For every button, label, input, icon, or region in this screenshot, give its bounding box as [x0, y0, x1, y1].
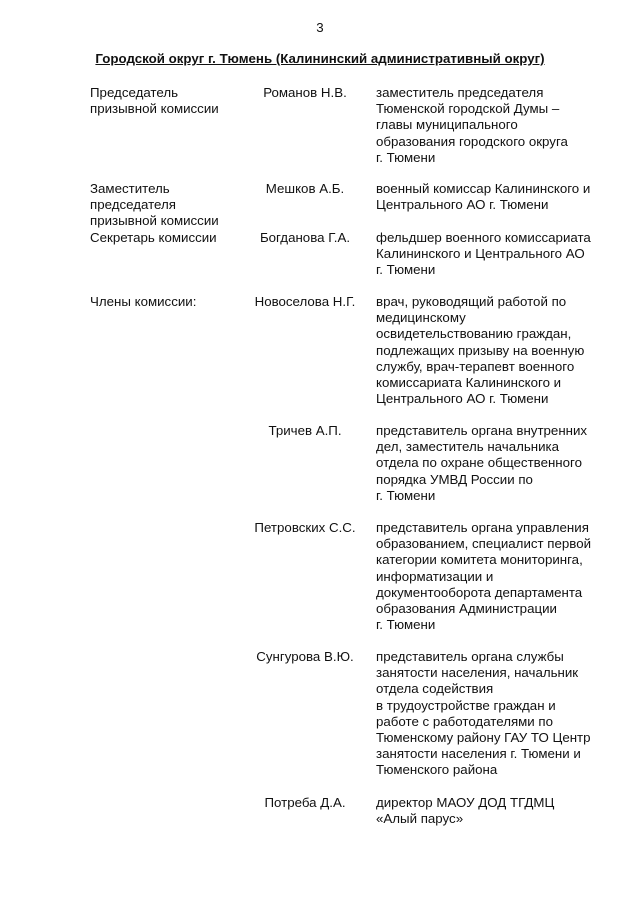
member-description-line: г. Тюмени — [376, 487, 436, 503]
member-description-line: занятости населения г. Тюмени и — [376, 746, 581, 762]
member-description — [376, 230, 606, 279]
member-description-line: Тюменского района — [376, 762, 498, 778]
member-description-line: занятости населения, начальник — [376, 665, 579, 681]
member-description — [376, 423, 606, 504]
member-description-line: Калининского и Центрального АО — [376, 246, 585, 262]
member-name: Тричев А.П. — [268, 423, 342, 438]
member-name: Потреба Д.А. — [264, 795, 346, 810]
member-name: Сунгурова В.Ю. — [256, 649, 354, 664]
member-description-line: Тюменскому району ГАУ ТО Центр — [376, 730, 591, 746]
member-role-line: Члены комиссии: — [90, 294, 197, 309]
member-description-line: военный комиссар Калининского и — [376, 181, 591, 196]
document-title: Городской округ г. Тюмень (Калининский административный округ) — [95, 51, 545, 66]
member-description-line: заместитель председателя — [376, 85, 544, 100]
member-role — [90, 230, 240, 246]
member-description-line: «Алый парус» — [376, 811, 464, 827]
member-role-line: Председатель — [90, 85, 179, 100]
member-description-line: в трудоустройстве граждан и — [376, 697, 556, 713]
member-role — [90, 85, 240, 117]
member-role-line: председателя — [90, 197, 176, 213]
member-role-line: призывной комиссии — [90, 101, 219, 117]
page-number: 3 — [316, 20, 324, 35]
member-description-line: г. Тюмени — [376, 617, 436, 633]
member-description-line: г. Тюмени — [376, 149, 436, 165]
member-description-line: подлежащих призыву на военную — [376, 342, 585, 358]
member-name: Богданова Г.А. — [259, 230, 351, 245]
member-description-line: категории комитета мониторинга, — [376, 552, 583, 568]
member-role — [90, 181, 240, 230]
member-name: Мешков А.Б. — [265, 181, 345, 196]
member-description-line: информатизации и — [376, 568, 494, 584]
member-description-line: работе с работодателями по — [376, 713, 554, 729]
member-description-line: комиссариата Калининского и — [376, 375, 562, 391]
member-description-line: медицинскому — [376, 310, 466, 326]
member-description-line: главы муниципального — [376, 117, 518, 133]
member-role — [90, 294, 240, 310]
member-description — [376, 85, 606, 166]
member-description-line: представитель органа внутренних — [376, 423, 588, 438]
member-description-line: дел, заместитель начальника — [376, 439, 560, 455]
member-description — [376, 649, 606, 779]
member-description-line: образования Администрации — [376, 601, 557, 617]
member-description-line: образования городского округа — [376, 133, 568, 149]
member-description-line: отдела содействия — [376, 681, 494, 697]
member-description-line: Тюменской городской Думы – — [376, 101, 560, 117]
member-description-line: представитель органа управления — [376, 520, 589, 535]
member-description-line: службу, врач-терапевт военного — [376, 358, 575, 374]
member-name: Петровских С.С. — [254, 520, 356, 535]
member-description — [376, 294, 606, 407]
member-description-line: директор МАОУ ДОД ТГДМЦ — [376, 795, 555, 810]
member-description-line: отдела по охране общественного — [376, 455, 582, 471]
member-description-line: Центрального АО г. Тюмени — [376, 391, 549, 407]
member-role-line: призывной комиссии — [90, 213, 219, 229]
member-description-line: освидетельствованию граждан, — [376, 326, 572, 342]
member-description-line: Центрального АО г. Тюмени — [376, 197, 549, 213]
member-description-line: г. Тюмени — [376, 262, 436, 278]
member-description-line: документооборота департамента — [376, 584, 583, 600]
member-description-line: врач, руководящий работой по — [376, 294, 567, 309]
member-description-line: порядка УМВД России по — [376, 471, 533, 487]
member-role-line: Секретарь комиссии — [90, 230, 217, 245]
member-name: Романов Н.В. — [263, 85, 347, 100]
member-description-line: представитель органа службы — [376, 649, 564, 664]
member-description-line: образованием, специалист первой — [376, 536, 592, 552]
member-name: Новоселова Н.Г. — [254, 294, 356, 309]
member-description — [376, 520, 606, 633]
member-role-line: Заместитель — [90, 181, 170, 196]
member-description-line: фельдшер военного комиссариата — [376, 230, 591, 245]
member-description — [376, 795, 606, 827]
member-description — [376, 181, 606, 213]
